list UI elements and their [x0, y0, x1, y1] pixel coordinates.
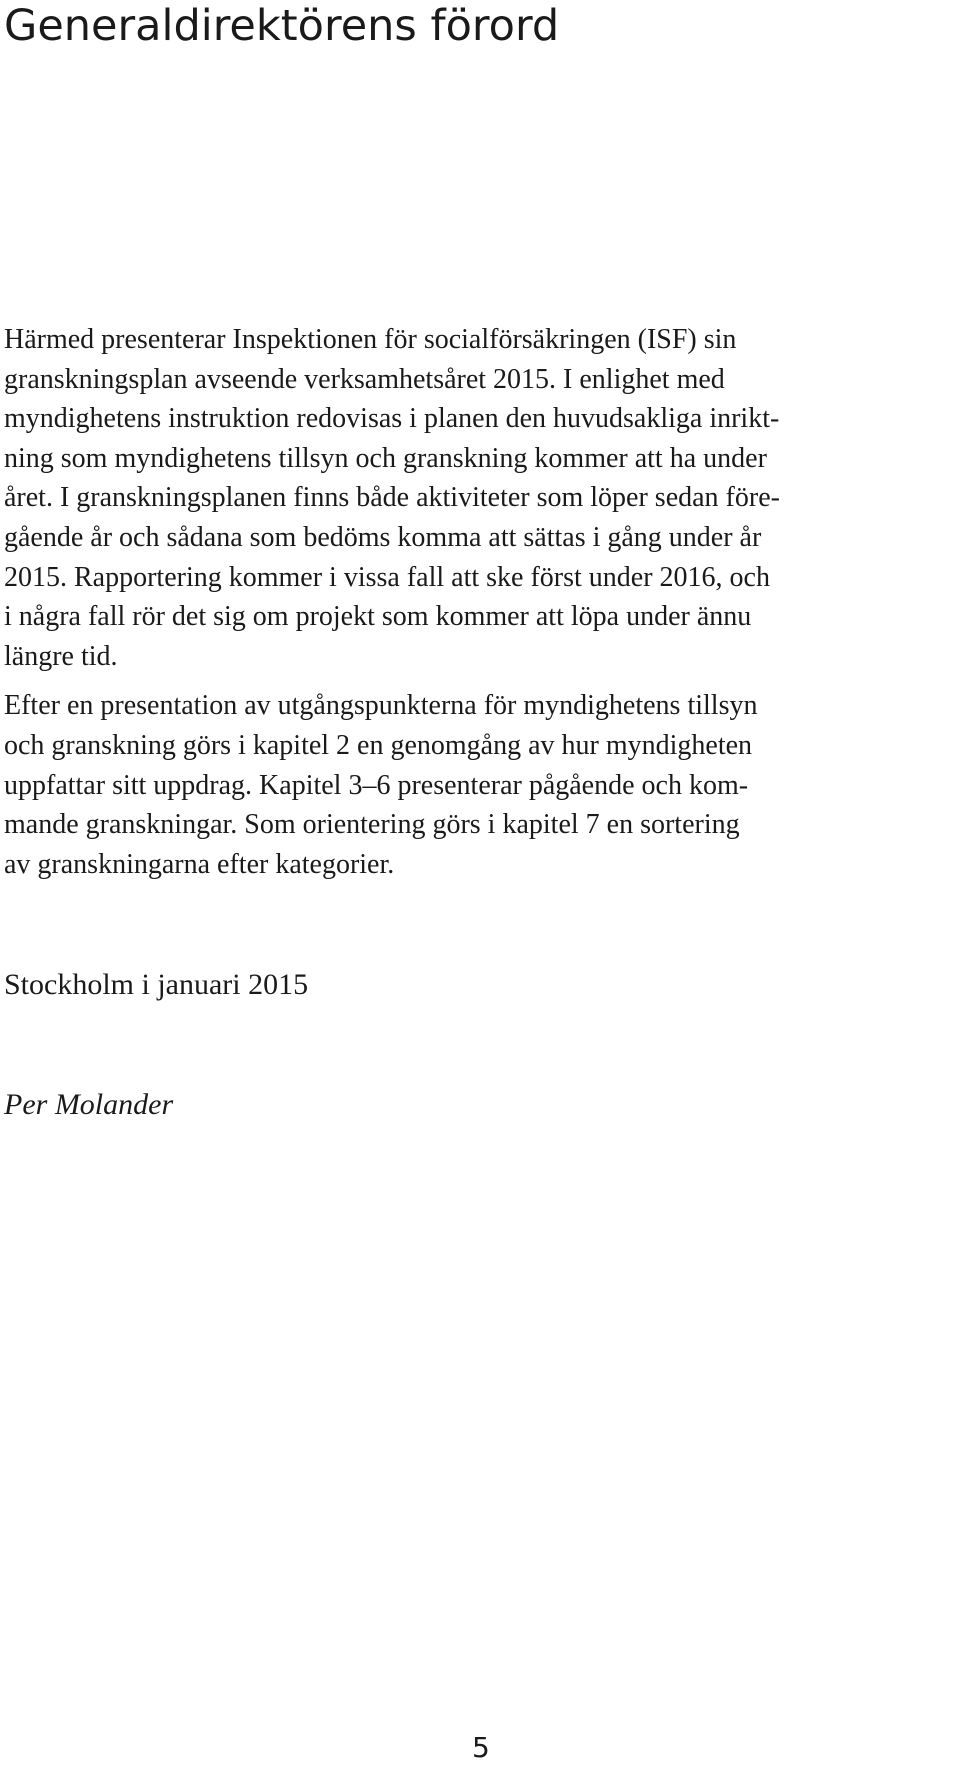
place-date: Stockholm i januari 2015 [4, 968, 309, 1001]
text-line: och granskning görs i kapitel 2 en genomgång av hur myndigheten [4, 729, 753, 761]
text-line: gående år och sådana som bedöms komma att sättas i gång under år [4, 521, 762, 553]
text-line: Härmed presenterar Inspektionen för socialförsäkringen (ISF) sin [4, 324, 737, 355]
page-number: 5 [472, 1731, 490, 1764]
text-line: ning som myndighetens tillsyn och granskning kommer att ha under [4, 442, 767, 474]
signature: Per Molander [4, 1088, 174, 1121]
text-line: 2015. Rapportering kommer i vissa fall att ske först under 2016, och [4, 561, 770, 593]
text-line: i några fall rör det sig om projekt som kommer att löpa under ännu [4, 601, 752, 633]
paragraph-2 [4, 686, 916, 884]
text-line: myndighetens instruktion redovisas i planen den huvudsakliga inrikt- [4, 403, 780, 435]
text-line: Efter en presentation av utgångspunkterna för myndighetens tillsyn [4, 690, 758, 722]
text-line: av granskningarna efter kategorier. [4, 848, 395, 880]
text-line: längre tid. [4, 640, 118, 672]
page-title: Generaldirektörens förord [4, 1, 560, 51]
paragraph-1 [4, 320, 916, 676]
text-line: mande granskningar. Som orientering görs i kapitel 7 en sortering [4, 809, 740, 841]
text-line: året. I granskningsplanen finns både aktiviteter som löper sedan före- [4, 482, 780, 514]
text-line: uppfattar sitt uppdrag. Kapitel 3–6 presenterar pågående och kom- [4, 769, 749, 801]
body-text [4, 320, 916, 884]
text-line: granskningsplan avseende verksamhetsåret 2015. I enlighet med [4, 363, 725, 395]
